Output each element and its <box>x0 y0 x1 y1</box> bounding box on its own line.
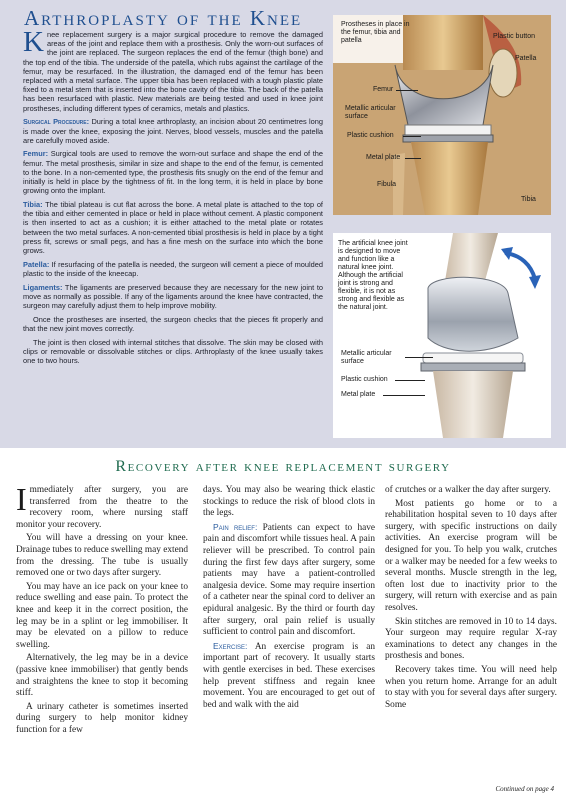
metal-plate-shape <box>421 363 525 371</box>
tibia-paragraph: Tibia: The tibial plateau is cut flat across the bone. A metal plate is attached to the top of the tibia and either cemented in place or held in place without cement. A plastic component is then inserted to act as a cushion; it is either attached to the metal plate or rotates between the two metal surfaces. A non-cemented tibial prosthesis is held in place by a tight press fit, screws or small pegs, and has a fine mesh on the surface into which the bone grows. <box>23 199 323 255</box>
recovery-time-paragraph: Recovery takes time. You will need help when you return home. Arrange for an adult to stay with you for several days after surgery. Some <box>385 664 557 710</box>
label-plastic-cushion-2: Plastic cushion <box>341 376 388 383</box>
plastic-cushion-shape <box>423 353 523 363</box>
figure1-caption: Prostheses in place in the femur, tibia and patella <box>341 21 410 44</box>
crutches-paragraph: of crutches or a walker the day after surgery. <box>385 485 551 495</box>
metal-femur-component <box>428 277 518 351</box>
dropcap: K <box>23 26 44 58</box>
page-title: Arthroplasty of the Knee <box>24 6 303 30</box>
label-metallic-surface-2: Metallic articular surface <box>341 350 392 365</box>
recovery-column-1 <box>16 481 188 738</box>
stockings-paragraph: days. You may also be wearing thick elastic stockings to reduce the risk of blood clots in the legs. <box>203 485 375 519</box>
label-femur: Femur <box>373 86 394 93</box>
artificial-knee-figure <box>333 233 551 438</box>
ligaments-paragraph: Ligaments: The ligaments are preserved because they are necessary for the new joint to move as normally as possible. If any of the ligaments around the knee have contracted, the surgeon may carefully adjust them to help improve mobility. <box>23 282 323 310</box>
intro-paragraph: Knee replacement surgery is a major surgical procedure to remove the damaged areas of the joint and replace them with a prosthesis. Only the worn-out surfaces of the joint are replaced. The surgeon replaces the end of the femur (thigh bone) and the top end of the tibia. The underside of the patella, which rubs against the cartilage of the femur, may be resurfaced. In the illustration, the damaged end of the femur has been replaced with a metal surface. The upper tibia has been replaced with a tough plastic plate fixed to a metal stem that is inserted into the bone cavity of the tibia. The back of the patella has been resurfaced with plastic. New materials are being tested and used in knee joint prostheses, including different types of ceramics, metals and plastics. <box>23 26 323 113</box>
label-metallic-surface: Metallic articular surface <box>345 105 396 120</box>
label-plastic-cushion: Plastic cushion <box>347 132 394 139</box>
femur-paragraph: Femur: Surgical tools are used to remove the worn-out surface and shape the end of the femur. The metal prosthesis, similar in size and shape to the end of the femur, is cemented to the bone. In a non-cemented type, the prosthesis fits snugly on the end of the femur and initially is held in place by the tightness of fit. In the long term, it is held in place by bone growing onto the implant. <box>23 149 323 196</box>
recovery-intro: Immediately after surgery, you are transferred from the theatre to the recovery room, where nursing staff monitor your recovery. <box>16 481 188 530</box>
catheter-paragraph: A urinary catheter is sometimes inserted during surgery to help monitor kidney function for a few <box>16 701 188 735</box>
patella-shape <box>489 49 517 97</box>
stitches-paragraph: Skin stitches are removed in 10 to 14 days. Your surgeon may require regular X-ray examinations to detect any changes in the prosthesis and bones. <box>385 616 557 662</box>
plastic-cushion-shape <box>405 125 491 135</box>
article-column <box>23 26 323 370</box>
continued-note: Continued on page 4 <box>495 785 554 793</box>
prosthesis-check-paragraph: Once the prostheses are inserted, the surgeon checks that the pieces fit properly and that the new joint moves correctly. <box>23 314 323 333</box>
dropcap-i: I <box>16 481 27 517</box>
pain-relief-paragraph: Pain relief: Patients can expect to have pain and discomfort while tissues heal. A pain reliever will be prescribed. To control pain during the first few days after surgery, some patients may have a patient-controlled analgesia device. Some may require insertion of a catheter near the spinal cord to deliver an epidural analgesic. By the third or fourth day after surgery, oral pain relief is usually sufficient to control pain and discomfort. <box>203 521 375 638</box>
dressing-paragraph: You will have a dressing on your knee. Drainage tubes to reduce swelling may extend from the dressing. The tube is usually removed one or two days after surgery. <box>16 533 188 579</box>
label-patella: Patella <box>515 55 537 62</box>
closing-paragraph: The joint is then closed with internal stitches that dissolve. The skin may be closed with clips or removable or dissolvable stitches or clips. Arthroplasty of the knee usually takes one to two hours. <box>23 337 323 365</box>
patella-paragraph: Patella: If resurfacing of the patella is needed, the surgeon will cement a piece of moulded plastic to the inside of the kneecap. <box>23 259 323 278</box>
home-paragraph: Most patients go home or to a rehabilitation hospital seven to 10 days after surgery, with specific instructions on daily activities. An exercise program will be designed for you. To help you walk, crutches or a walker may be needed for a few weeks to several months. Muscle strength in the leg, often lost due to inactivity prior to the surgery, will return with exercise and as pain resolves. <box>385 498 557 613</box>
label-metal-plate-2: Metal plate <box>341 391 376 398</box>
ice-pack-paragraph: You may have an ice pack on your knee to reduce swelling and ease pain. To protect the knee and keep it in the correct position, the leg may be in a splint or leg immobiliser. It may be elevated on a pillow to reduce swelling. <box>16 581 188 650</box>
exercise-paragraph: Exercise: An exercise program is an important part of recovery. It usually starts with gentle exercises in bed. These exercises help prevent stiffness and regain knee movement. You are encouraged to get out of bed and walk with the aid <box>203 640 375 710</box>
label-metal-plate: Metal plate <box>366 154 401 161</box>
recovery-column-3 <box>385 485 557 713</box>
knee-prosthesis-figure <box>333 15 551 215</box>
tibia-shape <box>433 371 513 438</box>
recovery-column-2 <box>203 485 375 713</box>
figure2-caption: The artificial knee joint is designed to move and function like a natural knee joint. Although the artificial joint is strong and flexible, it is not as strong and flexible as the natural joint. <box>338 240 408 311</box>
label-fibula: Fibula <box>377 181 397 188</box>
recovery-title: Recovery after knee replacement surgery <box>115 458 451 475</box>
label-plastic-button: Plastic button <box>493 33 536 40</box>
immobiliser-paragraph: Alternatively, the leg may be in a device (passive knee immobiliser) that gently bends and straightens the knee to stop it becoming stiff. <box>16 653 188 699</box>
label-tibia: Tibia <box>521 196 536 203</box>
procedure-paragraph: Surgical Procedure: During a total knee arthroplasty, an incision about 20 centimetres long is made over the knee, exposing the joint. Nerves, blood vessels, muscles and the patella are carefully moved aside. <box>23 117 323 145</box>
